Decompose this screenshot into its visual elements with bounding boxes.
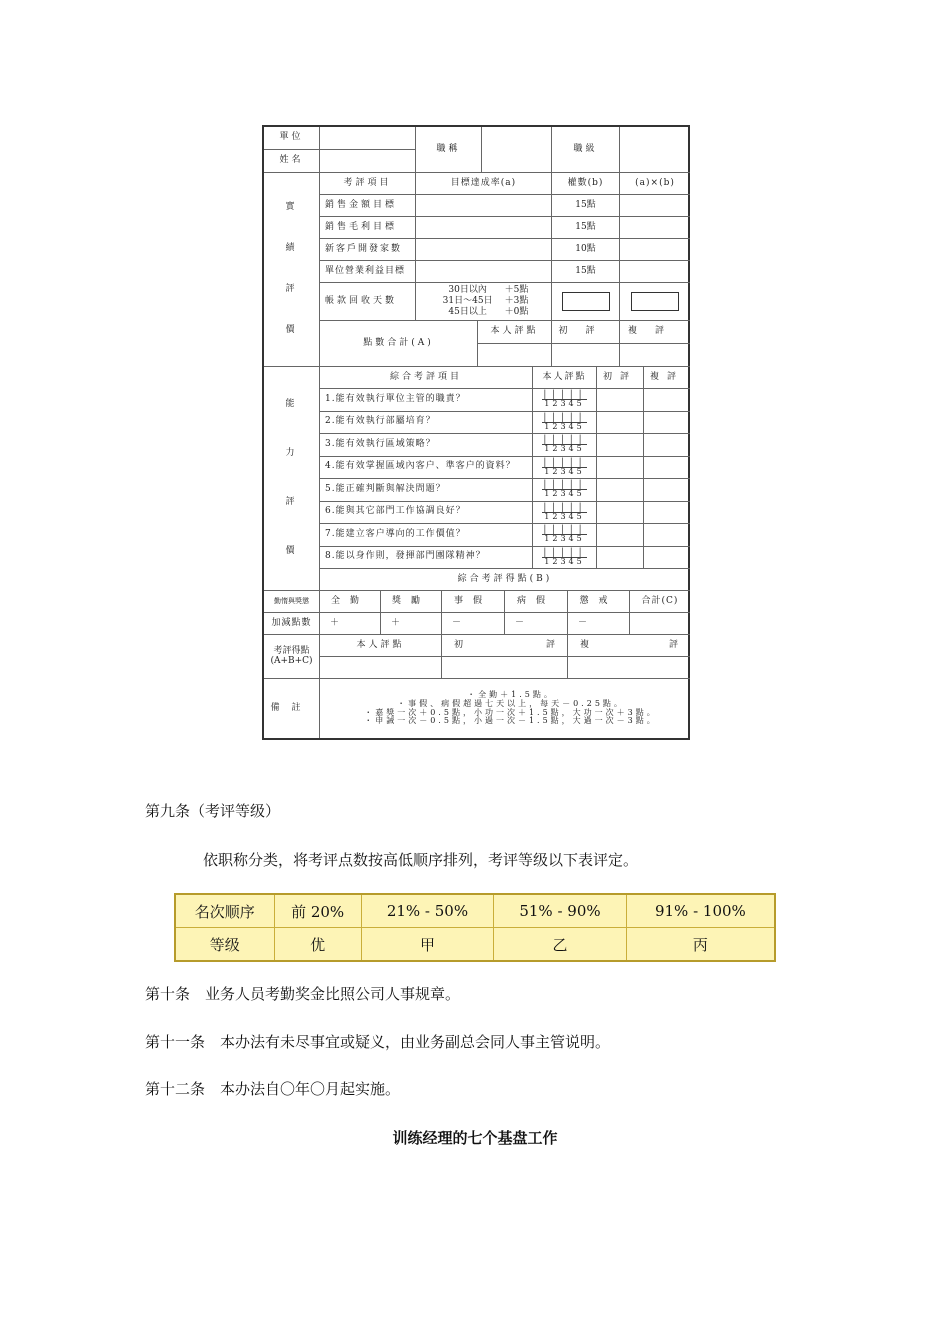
article-11: 第十一条 本办法有未尽事宜或疑义，由业务副总会同人事主管说明。 — [145, 1033, 611, 1051]
score-label-cell — [264, 635, 320, 679]
job-title-label: 職稱 — [416, 127, 482, 173]
ability-section-char: 能 — [285, 399, 298, 410]
perf-row-weight: 10點 — [552, 239, 620, 261]
score-initial-value — [442, 657, 568, 679]
grade-cell: 甲 — [361, 928, 494, 962]
remark-line: ・事假、病假超過七天以上，每天－0.25點。 — [397, 698, 625, 708]
perf-row-product — [620, 217, 690, 239]
rating-scale — [533, 502, 597, 525]
scale-ticks: │││││ — [542, 502, 587, 512]
grade-cell: 乙 — [494, 928, 627, 962]
perf-header-rate: 目標達成率(a) — [416, 173, 552, 195]
scale-ticks: │││││ — [542, 435, 587, 445]
rating-scale — [533, 524, 597, 547]
grade-cell: 名次顺序 — [175, 894, 274, 928]
adjust-value: － — [442, 613, 505, 635]
ability-total-label: 綜合考評得點(B) — [320, 569, 690, 591]
perf-row-item: 新客戶開發家數 — [320, 239, 416, 261]
grade-cell: 91% - 100% — [626, 894, 775, 928]
adjust-value: ＋ — [381, 613, 442, 635]
ability-section-label — [264, 367, 320, 591]
perf-row-product — [620, 261, 690, 283]
perf-self-score-label: 本人評點 — [478, 321, 552, 344]
scale-numbers: 12345 — [544, 489, 585, 499]
name-value — [320, 150, 416, 173]
ability-section-char: 力 — [285, 448, 298, 459]
grade-cell: 丙 — [626, 928, 775, 962]
ability-item: 8.能以身作則，發揮部門團隊精神？ — [320, 547, 533, 570]
perf-initial-eval-label: 初評 — [552, 321, 620, 344]
performance-section-label — [264, 173, 320, 367]
scale-ticks: │││││ — [542, 480, 587, 490]
performance-section-char: 實 — [285, 201, 298, 212]
ability-initial-eval-value — [597, 547, 644, 570]
ability-re-eval-value — [644, 434, 690, 457]
ability-initial-eval-value — [597, 502, 644, 525]
score-re-value — [568, 657, 690, 679]
scale-ticks: │││││ — [542, 390, 587, 400]
ability-initial-eval-value — [597, 457, 644, 480]
ability-item: 1.能有效執行單位主管的職責？ — [320, 389, 533, 412]
perf-row-rate — [416, 261, 552, 283]
article-12: 第十二条 本办法自〇年〇月起实施。 — [145, 1080, 401, 1098]
attendance-col: 事假 — [442, 591, 505, 613]
ability-section-char: 價 — [285, 545, 298, 556]
remark-line: ・全勤＋1.5點。 — [467, 689, 555, 699]
collection-days-scale: 30日以內 ＋5點 31日～45日 ＋3點 45日以上 ＋0點 — [416, 283, 552, 321]
perf-header-weight: 權數(b) — [552, 173, 620, 195]
article-10: 第十条 业务人员考勤奖金比照公司人事规章。 — [145, 985, 461, 1003]
perf-row-weight: 15點 — [552, 217, 620, 239]
ability-re-eval-value — [644, 524, 690, 547]
rating-scale — [533, 434, 597, 457]
performance-section-char: 績 — [285, 242, 298, 253]
attendance-col: 獎勵 — [381, 591, 442, 613]
scale-numbers: 12345 — [544, 421, 585, 431]
perf-row-item: 銷售金額目標 — [320, 195, 416, 217]
remarks-label: 備註 — [264, 679, 320, 738]
adjust-label: 加減點數 — [264, 613, 320, 635]
attendance-col: 病假 — [505, 591, 568, 613]
adjust-value — [630, 613, 690, 635]
remarks-list — [320, 679, 690, 738]
perf-row-rate — [416, 195, 552, 217]
perf-row-product — [620, 239, 690, 261]
scale-numbers: 12345 — [544, 399, 585, 409]
ability-item: 2.能有效執行部屬培育？ — [320, 412, 533, 435]
ability-item: 5.能正確判斷與解決問題？ — [320, 479, 533, 502]
scale-numbers: 12345 — [544, 534, 585, 544]
rating-scale — [533, 479, 597, 502]
ability-re-eval-value — [644, 547, 690, 570]
name-label: 姓名 — [264, 150, 320, 173]
points-total-label: 點數合計(A) — [320, 321, 478, 367]
grade-table — [174, 893, 776, 962]
perf-initial-eval-value — [552, 344, 620, 367]
ability-item: 4.能有效掌握區域內客户、準客户的資料？ — [320, 457, 533, 480]
rating-scale — [533, 412, 597, 435]
perf-row-product — [620, 195, 690, 217]
score-initial-label — [442, 635, 568, 657]
eval-label-char: 評 — [668, 639, 678, 650]
rating-scale — [533, 457, 597, 480]
attendance-col: 懲戒 — [568, 591, 630, 613]
score-re-label — [568, 635, 690, 657]
input-box — [562, 292, 610, 311]
eval-label-char: 複 — [580, 639, 590, 650]
grade-cell: 51% - 90% — [494, 894, 627, 928]
grade-cell: 优 — [274, 928, 361, 962]
performance-section-char: 評 — [285, 284, 298, 295]
scale-ticks: │││││ — [542, 525, 587, 535]
scale-ticks: │││││ — [542, 547, 587, 557]
collection-days-label: 帳款回收天數 — [320, 283, 416, 321]
ability-initial-eval-value — [597, 434, 644, 457]
scale-numbers: 12345 — [544, 556, 585, 566]
scale-numbers: 12345 — [544, 511, 585, 521]
perf-re-eval-value — [620, 344, 690, 367]
article-9-title: 第九条（考评等级） — [145, 802, 281, 820]
attendance-label: 勤惰與獎懲 — [264, 591, 320, 613]
perf-row-weight: 15點 — [552, 195, 620, 217]
score-self-label: 本人評點 — [320, 635, 442, 657]
perf-row-item: 銷售毛利目標 — [320, 217, 416, 239]
ability-item: 6.能與其它部門工作協調良好？ — [320, 502, 533, 525]
perf-self-score-value — [478, 344, 552, 367]
eval-label-char: 評 — [545, 639, 555, 650]
ability-re-eval-value — [644, 389, 690, 412]
ability-re-eval-value — [644, 457, 690, 480]
ability-section-char: 評 — [285, 496, 298, 507]
ability-re-eval-value — [644, 479, 690, 502]
attendance-col: 合計(C) — [630, 591, 690, 613]
ability-re-eval-value — [644, 502, 690, 525]
scale-numbers: 12345 — [544, 444, 585, 454]
unit-label: 單位 — [264, 127, 320, 150]
input-box — [631, 292, 679, 311]
rating-scale — [533, 389, 597, 412]
collection-weight-box — [552, 283, 620, 321]
rating-scale — [533, 547, 597, 570]
ability-header: 綜合考評項目 — [320, 367, 533, 389]
perf-row-item: 單位營業利益目標 — [320, 261, 416, 283]
ability-item: 3.能有效執行區域策略？ — [320, 434, 533, 457]
job-grade-label: 職級 — [552, 127, 620, 173]
score-label: 考評得點 — [273, 645, 310, 656]
ability-self-score-label: 本人評點 — [533, 367, 597, 389]
ability-re-eval-label: 複評 — [644, 367, 690, 389]
adjust-value: － — [505, 613, 568, 635]
remark-line: ・嘉獎一次＋0.5點，小功一次＋1.5點，大功一次＋3點。 — [364, 707, 658, 717]
ability-initial-eval-value — [597, 412, 644, 435]
attendance-col: 全勤 — [320, 591, 381, 613]
job-grade-value — [620, 127, 690, 173]
ability-initial-eval-value — [597, 389, 644, 412]
ability-item: 7.能建立客户導向的工作價值？ — [320, 524, 533, 547]
perf-header-product: (a)×(b) — [620, 173, 690, 195]
section-heading: 训练经理的七个基盘工作 — [392, 1129, 558, 1147]
perf-header-item: 考評項目 — [320, 173, 416, 195]
perf-row-weight: 15點 — [552, 261, 620, 283]
ability-initial-eval-value — [597, 524, 644, 547]
job-title-value — [482, 127, 552, 173]
grade-cell: 前 20% — [274, 894, 361, 928]
grade-table-row — [175, 928, 775, 962]
perf-row-rate — [416, 239, 552, 261]
grade-cell: 等级 — [175, 928, 274, 962]
ability-re-eval-value — [644, 412, 690, 435]
ability-initial-eval-value — [597, 479, 644, 502]
score-self-value — [320, 657, 442, 679]
perf-re-eval-label: 複評 — [620, 321, 690, 344]
eval-label-char: 初 — [454, 639, 464, 650]
grade-table-row — [175, 894, 775, 928]
remark-line: ・申誡一次－0.5點，小過一次－1.5點，大過一次－3點。 — [364, 716, 658, 726]
perf-row-rate — [416, 217, 552, 239]
score-formula: (A+B+C) — [270, 655, 313, 666]
adjust-value: － — [568, 613, 630, 635]
grade-cell: 21% - 50% — [361, 894, 494, 928]
article-9-body: 依职称分类，将考评点数按高低顺序排列，考评等级以下表评定。 — [203, 851, 639, 869]
evaluation-form — [262, 125, 690, 740]
performance-section-char: 價 — [285, 325, 298, 336]
ability-initial-eval-label: 初評 — [597, 367, 644, 389]
scale-ticks: │││││ — [542, 412, 587, 422]
scale-numbers: 12345 — [544, 466, 585, 476]
adjust-value: ＋ — [320, 613, 381, 635]
collection-product-box — [620, 283, 690, 321]
unit-value — [320, 127, 416, 150]
scale-ticks: │││││ — [542, 457, 587, 467]
